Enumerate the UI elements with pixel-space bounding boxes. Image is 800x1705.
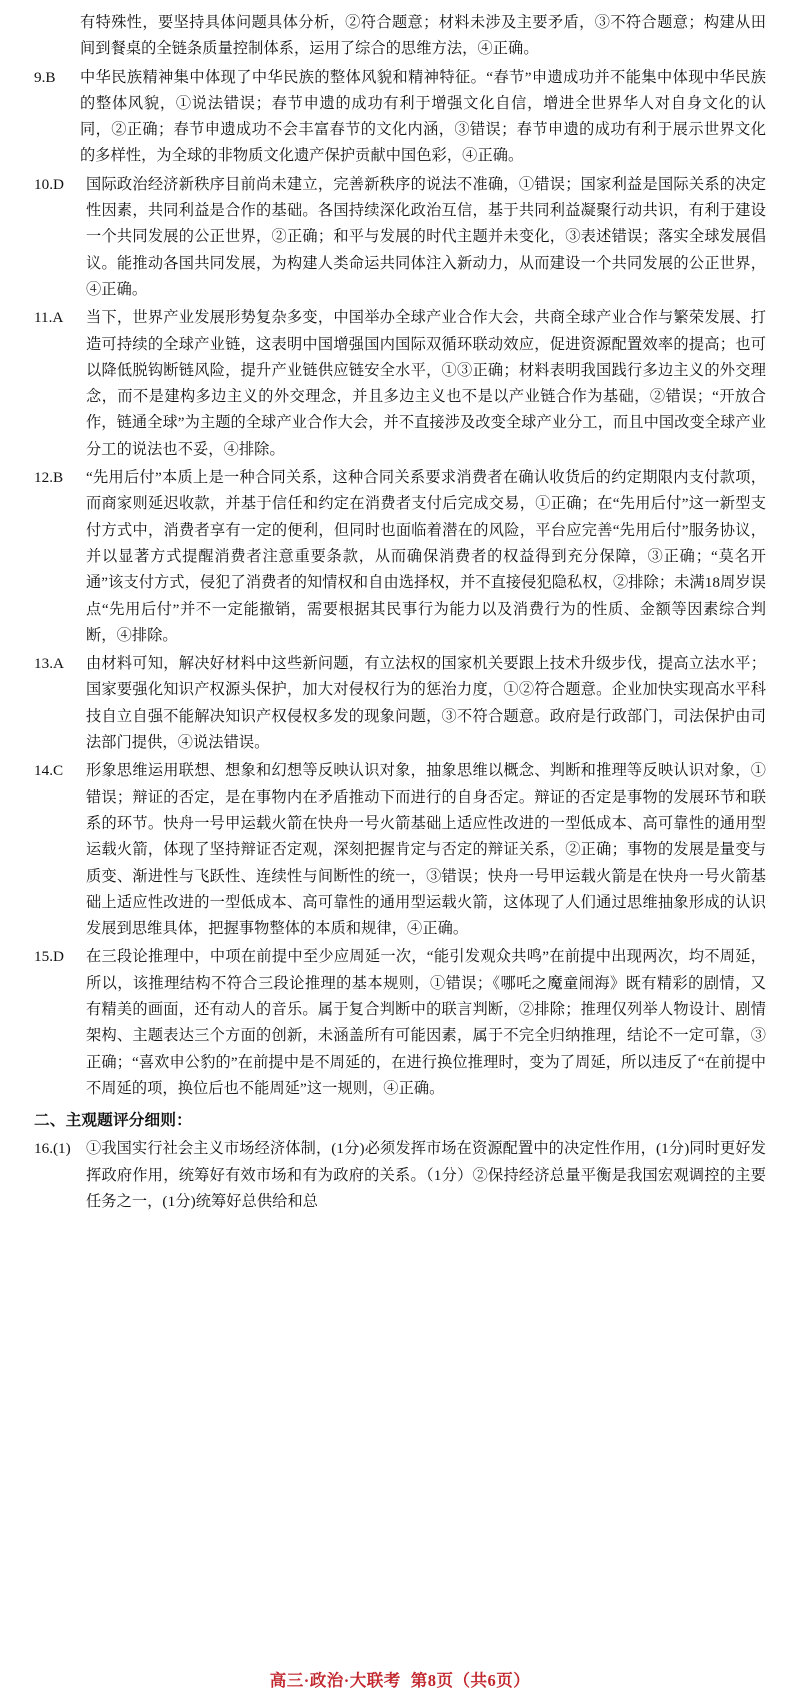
- section-heading: 二、主观题评分细则：: [34, 1112, 192, 1130]
- answer-item-text: 中华民族精神集中体现了中华民族的整体风貌和精神特征。“春节”申遗成功并不能集中体现中华民族的整体风貌，①说法错误；春节申遗的成功有利于增强文化自信，增进全世界华人对自身文化的认同，②正确；春节申遗成功不会丰富春节的文化内涵，③错误；春节申遗的成功有利于展示世界文化的多样性，为全球的非物质文化遗产保护贡献中国色彩，④正确。: [80, 68, 766, 165]
- answer-item: [34, 65, 766, 170]
- answer-item-number: 10.D: [34, 175, 64, 193]
- answer-item: [34, 944, 766, 1102]
- answer-item: [34, 465, 766, 649]
- answer-item-number: 12.B: [34, 469, 64, 487]
- footer-exam-label: 高三·政治·大联考: [269, 1671, 401, 1690]
- answer-item-number: 9.B: [34, 68, 56, 86]
- page-footer: [0, 1667, 800, 1691]
- answer-item-text: 国际政治经济新秩序目前尚未建立，完善新秩序的说法不准确，①错误；国家利益是国际关系的决定性因素，共同利益是合作的基础。各国持续深化政治互信，基于共同利益凝聚行动共识，有利于建设一个共同发展的公正世界，②正确；和平与发展的时代主题并未变化，③表述错误；落实全球发展倡议。能推动各国共同发展，为构建人类命运共同体注入新动力，从而建设一个共同发展的公正世界，④正确。: [86, 175, 766, 298]
- answer-item-number: 13.A: [34, 655, 64, 673]
- answer-item: [34, 1136, 766, 1215]
- answer-item-text: 当下，世界产业发展形势复杂多变，中国举办全球产业合作大会，共商全球产业合作与繁荣发展、打造可持续的全球产业链，这表明中国增强国内国际双循环联动效应，促进资源配置效率的提高；也可以降低脱钩断链风险，提升产业链供应链安全水平，①③正确；材料表明我国践行多边主义的外交理念，而不是建构多边主义的外交理念，并且多边主义也不是以产业链合作为基础，②错误；“开放合作，链通全球”为主题的全球产业合作大会，并不直接涉及改变全球产业分工，而且中国改变全球产业分工的说法也不妥，④排除。: [86, 309, 766, 458]
- answer-item-number: 16.(1): [34, 1140, 71, 1158]
- answer-item-number: 11.A: [34, 309, 64, 327]
- answer-item-text: 形象思维运用联想、想象和幻想等反映认识对象，抽象思维以概念、判断和推理等反映认识对象，①错误；辩证的否定，是在事物内在矛盾推动下而进行的自身否定。辩证的否定是事物的发展环节和联系的环节。快舟一号甲运载火箭在快舟一号火箭基础上适应性改进的一型低成本、高可靠性的通用型运载火箭，体现了坚持辩证否定观，深刻把握肯定与否定的辩证关系，②正确；事物的发展是量变与质变、渐进性与飞跃性、连续性与间断性的统一，③错误；快舟一号甲运载火箭是在快舟一号火箭基础上适应性改进的一型低成本、高可靠性的通用型运载火箭，这体现了人们通过思维抽象形成的认识发展到思维具体，把握事物整体的本质和规律，④正确。: [86, 762, 766, 938]
- answer-item: [34, 651, 766, 756]
- footer-page-number: 第8页（共6页）: [410, 1671, 531, 1690]
- answer-item-number: 15.D: [34, 948, 64, 966]
- answer-item-number: 14.C: [34, 762, 64, 780]
- answer-item-text: “先用后付”本质上是一种合同关系，这种合同关系要求消费者在确认收货后的约定期限内支付款项，而商家则延迟收款，并基于信任和约定在消费者支付后完成交易，①正确；在“先用后付”这一新型支付方式中，消费者享有一定的便利，但同时也面临着潜在的风险，平台应完善“先用后付”服务协议，并以显著方式提醒消费者注意重要条款，从而确保消费者的权益得到充分保障，③正确；“莫名开通”该支付方式，侵犯了消费者的知情权和自由选择权，并不直接侵犯隐私权，②排除；未满18周岁误点“先用后付”并不一定能撤销，需要根据其民事行为能力以及消费行为的性质、金额等因素综合判断，④排除。: [86, 469, 766, 644]
- answer-item-text: 在三段论推理中，中项在前提中至少应周延一次，“能引发观众共鸣”在前提中出现两次，均不周延，所以，该推理结构不符合三段论推理的基本规则，①错误；《哪吒之魔童闹海》既有精彩的剧情，又有精美的画面，还有动人的音乐。属于复合判断中的联言判断，②排除；推理仅列举人物设计、剧情架构、主题表达三个方面的创新，未涵盖所有可能因素，属于不完全归纳推理，结论不一定可靠，③正确；“喜欢申公豹的”在前提中是不周延的，在进行换位推理时，变为了周延，所以违反了“在前提中不周延的项，换位后也不能周延”这一规则，④正确。: [86, 948, 766, 1097]
- answer-item: [34, 172, 766, 303]
- answer-item-text: 由材料可知，解决好材料中这些新问题，有立法权的国家机关要跟上技术升级步伐，提高立法水平；国家要强化知识产权源头保护，加大对侵权行为的惩治力度，①②符合题意。企业加快实现高水平科技自立自强不能解决知识产权侵权多发的现象问题，③不符合题意。政府是行政部门，司法保护由司法部门提供，④说法错误。: [86, 655, 766, 752]
- continued-paragraph: 有特殊性，要坚持具体问题具体分析，②符合题意；材料未涉及主要矛盾，③不符合题意；构建从田间到餐桌的全链条质量控制体系，运用了综合的思维方法，④正确。: [80, 14, 766, 58]
- answer-item-text: ①我国实行社会主义市场经济体制，(1分)必须发挥市场在资源配置中的决定性作用，(1分)同时更好发挥政府作用，统筹好有效市场和有为政府的关系。（1分）②保持经济总量平衡是我国宏观调控的主要任务之一，(1分)统筹好总供给和总: [86, 1140, 766, 1211]
- answer-item: [34, 758, 766, 942]
- answer-item: [34, 305, 766, 463]
